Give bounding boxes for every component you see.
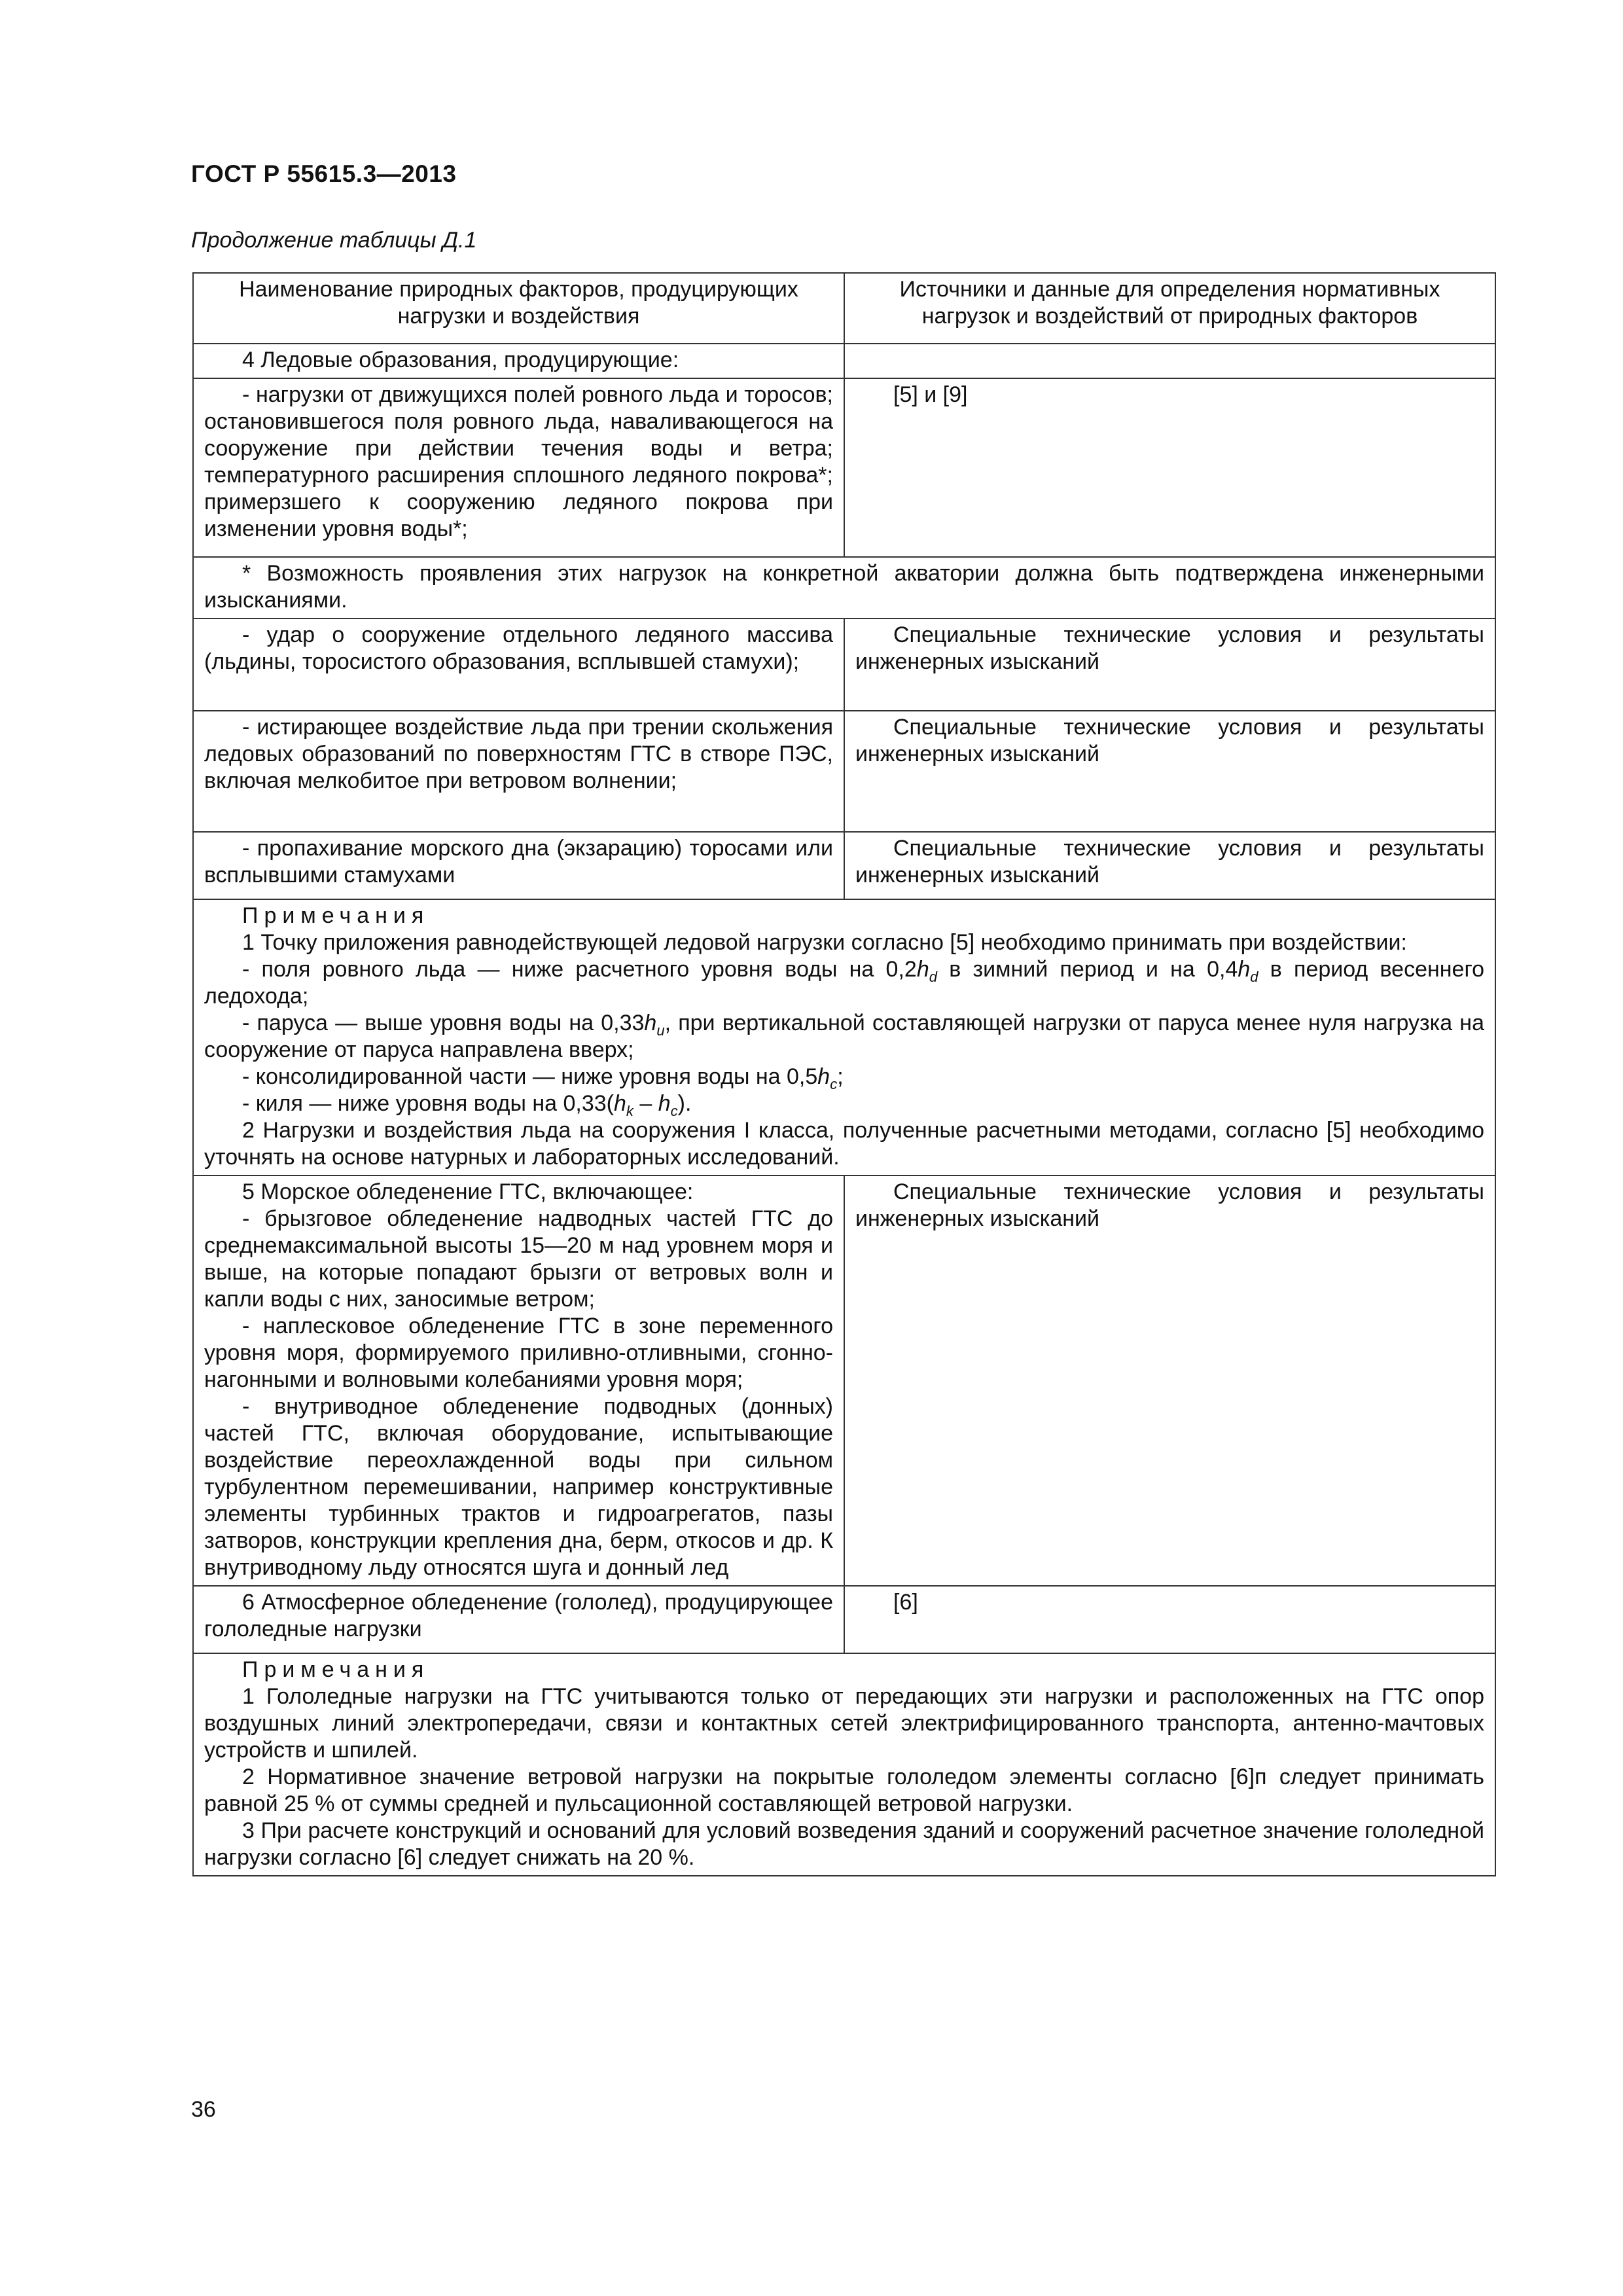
section-6-right: [6] (893, 1590, 918, 1615)
notes-title: Примечания (242, 903, 430, 928)
col1-header: Наименование природных факторов, продуцирующих нагрузки и воздействия (193, 273, 844, 344)
note-1: 1 Гололедные нагрузки на ГТС учитываются только от передающих эти нагрузки и расположенных на ГТС опор воздушных линий электропередачи, связи и контактных сетей электрифицированного транспорта, антенно-мачтовых устройств и шпилей. (204, 1684, 1484, 1763)
row1-right: [5] и [9] (893, 382, 968, 407)
table-row (193, 378, 1495, 557)
table-row (193, 832, 1495, 899)
row1-left: - нагрузки от движущихся полей ровного льда и торосов; остановившегося поля ровного льда, наваливающегося на сооружение при действии течения воды и ветра; температурного расширения сплошного ледяного покрова*; примерзшего к сооружению ледяного покрова при изменении уровня воды*; (204, 382, 833, 541)
table-continuation-caption: Продолжение таблицы Д.1 (191, 228, 477, 253)
section-4-title: 4 Ледовые образования, продуцирующие: (242, 348, 679, 372)
table-row (193, 344, 1495, 378)
table-header-row (193, 273, 1495, 344)
section-5-title: 5 Морское обледенение ГТС, включающее: (242, 1179, 694, 1204)
note-2: 2 Нагрузки и воздействия льда на сооружения I класса, полученные расчетными методами, согласно [5] необходимо уточнять на основе натурных и лабораторных исследований. (204, 1118, 1484, 1170)
table-row (193, 1175, 1495, 1586)
section-5-item: - наплесковое обледенение ГТС в зоне переменного уровня моря, формируемого приливно-отливными, сгонно-нагонными и волновыми колебаниями уровня моря; (204, 1314, 833, 1392)
section-6-left: 6 Атмосферное обледенение (гололед), продуцирующее гололедные нагрузки (204, 1590, 833, 1641)
row4-right: Специальные технические условия и результаты инженерных изысканий (855, 836, 1484, 888)
table-row (193, 711, 1495, 832)
note-2: 2 Нормативное значение ветровой нагрузки на покрытые гололедом элементы согласно [6]п следует принимать равной 25 % от суммы средней и пульсационной составляющей ветровой нагрузки. (204, 1765, 1484, 1816)
section-5-right: Специальные технические условия и результаты инженерных изысканий (855, 1179, 1484, 1231)
col2-header: Источники и данные для определения нормативных нагрузок и воздействий от природных факторов (844, 273, 1495, 344)
note-3: 3 При расчете конструкций и оснований для условий возведения зданий и сооружений расчетное значение гололедной нагрузки согласно [6] следует снижать на 20 %. (204, 1818, 1484, 1870)
table-row (193, 1586, 1495, 1653)
loads-table (192, 272, 1496, 1876)
document-header: ГОСТ Р 55615.3—2013 (191, 160, 457, 187)
row3-right: Специальные технические условия и результаты инженерных изысканий (855, 715, 1484, 766)
footnote: * Возможность проявления этих нагрузок на конкретной акватории должна быть подтверждена инженерными изысканиями. (204, 561, 1484, 613)
row3-left: - истирающее воздействие льда при трении скольжения ледовых образований по поверхностям ГТС в створе ПЭС, включая мелкобитое при ветровом волнении; (204, 715, 833, 793)
note-1b: - паруса — выше уровня воды на $0,33h_u$, при вертикальной составляющей нагрузки от паруса менее нуля нагрузка на сооружение от паруса направлена вверх; (204, 1011, 1484, 1062)
note-1c: - консолидированной части — ниже уровня воды на $0,5h_c$; (242, 1064, 844, 1092)
table-row (193, 557, 1495, 619)
row2-right: Специальные технические условия и результаты инженерных изысканий (855, 622, 1484, 674)
note-1d: - киля — ниже уровня воды на $0,33(h_k - h_c)$. (242, 1091, 692, 1119)
row2-left: - удар о сооружение отдельного ледяного массива (льдины, торосистого образования, всплывшей стамухи); (204, 622, 833, 674)
table-row (193, 619, 1495, 711)
row4-left: - пропахивание морского дна (экзарацию) торосами или всплывшими стамухами (204, 836, 833, 888)
section-5-item: - внутриводное обледенение подводных (донных) частей ГТС, включая оборудование, испытывающие воздействие переохлажденной воды при сильном турбулентном перемешивании, например конструктивные элементы турбинных трактов и гидроагрегатов, пазы затворов, конструкции крепления дна, берм, откосов и др. К внутриводному льду относятся шуга и донный лед (204, 1394, 833, 1580)
notes-row-2 (193, 1653, 1495, 1876)
notes-title: Примечания (242, 1657, 430, 1682)
note-1a: - поля ровного льда — ниже расчетного уровня воды на $0,2h_d$ в зимний период и на $0,4h_d$ в период весеннего ледохода; (204, 957, 1485, 1009)
note-1: 1 Точку приложения равнодействующей ледовой нагрузки согласно [5] необходимо принимать при воздействии: (242, 930, 1407, 955)
notes-row-1 (193, 899, 1495, 1175)
page-number: 36 (191, 2097, 216, 2122)
section-5-item: - брызговое обледенение надводных частей ГТС до среднемаксимальной высоты 15—20 м над уровнем моря и выше, на которые попадают брызги от ветровых волн и капли воды с них, заносимые ветром; (204, 1206, 833, 1312)
